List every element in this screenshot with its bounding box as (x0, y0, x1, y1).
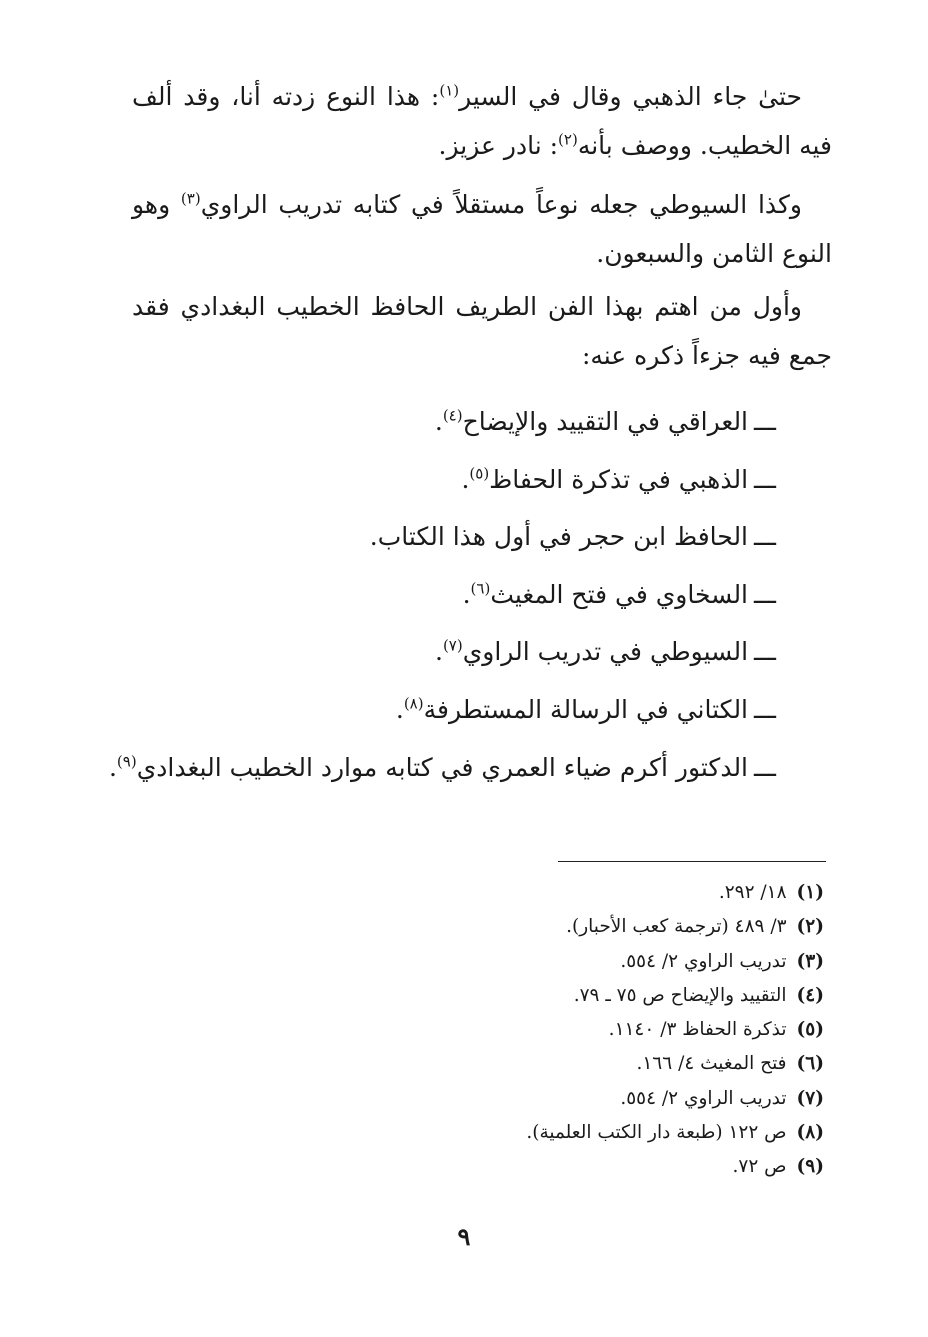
footnote-number: (٣) (796, 950, 824, 972)
list-dash: ـــ (754, 407, 776, 436)
list-item-end: . (108, 752, 117, 782)
footnote-text: تذكرة الحفاظ ٣/ ١١٤٠. (608, 1019, 787, 1041)
footnote-number: (٨) (796, 1122, 824, 1144)
paragraph-text: حتىٰ جاء الذهبي وقال في السير (459, 82, 802, 111)
footnote-number: (٩) (796, 1156, 824, 1178)
footnote-separator (558, 861, 826, 862)
footnote-text: فتح المغيث ٤/ ١٦٦. (636, 1053, 787, 1075)
footnote-number: (٤) (796, 984, 824, 1006)
footnote-ref: (٣) (180, 189, 201, 208)
footnote-text: تدريب الراوي ٢/ ٥٥٤. (620, 1087, 787, 1109)
list-item-end: . (434, 637, 443, 667)
list-item-text: الذهبي في تذكرة الحفاظ (489, 464, 749, 494)
list-item (126, 460, 776, 518)
list-item (126, 402, 776, 460)
list-item-text: الدكتور أكرم ضياء العمري في كتابه موارد الخطيب البغدادي (136, 752, 749, 782)
footnote-number: (٢) (796, 916, 824, 938)
footnote-ref: (٩) (116, 752, 137, 771)
paragraph-text: وأول من اهتم بهذا الفن الطريف الحافظ الخطيب البغدادي فقد جمع فيه جزءاً ذكره عنه: (132, 292, 832, 370)
footnote-ref: (٧) (442, 637, 463, 656)
footnote-item (124, 910, 824, 944)
footnote-number: (٥) (796, 1019, 824, 1041)
list-item-text: الكتاني في الرسالة المستطرفة (423, 694, 749, 724)
footnote-text: ١٨/ ٢٩٢. (718, 882, 787, 903)
list-dash: ـــ (754, 579, 776, 609)
list-item-text: الحافظ ابن حجر في أول هذا الكتاب. (369, 522, 749, 552)
footnote-ref: (٤) (442, 406, 463, 425)
footnote-item (124, 945, 824, 979)
footnote-item (124, 979, 824, 1013)
list-item (126, 632, 776, 690)
footnote-number: (٦) (796, 1053, 824, 1075)
footnote-number: (١) (796, 882, 824, 903)
list-item (126, 690, 776, 748)
list-item-end: . (434, 407, 443, 436)
footnote-ref: (٥) (469, 464, 490, 483)
list-item (108, 748, 776, 806)
footnote-item (124, 1013, 824, 1047)
paragraph-3 (132, 282, 832, 380)
footnote-text: ٣/ ٤٨٩ (ترجمة كعب الأحبار). (566, 916, 787, 938)
list-dash: ـــ (754, 694, 776, 724)
page-number: ٩ (457, 1222, 471, 1251)
paragraph-text: : هذا النوع زدته أنا، وقد ألف فيه الخطيب. ووصف بأنه (132, 82, 832, 160)
paragraph-text: وهو النوع الثامن والسبعون. (132, 190, 832, 268)
footnote-ref: (٢) (558, 130, 578, 149)
list-item (126, 517, 776, 575)
footnote-text: تدريب الراوي ٢/ ٥٥٤. (620, 950, 787, 972)
footnote-ref: (٦) (470, 579, 491, 598)
footnote-text: ص ٧٢. (732, 1156, 787, 1178)
list-item-end: . (395, 694, 404, 724)
footnote-ref: (١) (439, 81, 460, 100)
footnote-ref: (٨) (403, 694, 424, 713)
list-dash: ـــ (754, 637, 776, 667)
list-item-text: السيوطي في تدريب الراوي (462, 637, 749, 667)
paragraph-2 (132, 180, 832, 278)
list-dash: ـــ (754, 464, 776, 494)
list-item (126, 575, 776, 633)
list-item-end: . (462, 579, 471, 609)
list-dash: ـــ (754, 522, 776, 552)
footnote-item (124, 1116, 824, 1150)
list-dash: ـــ (754, 752, 776, 782)
footnote-text: التقييد والإيضاح ص ٧٥ ـ ٧٩. (573, 984, 787, 1006)
footnote-number: (٧) (796, 1087, 824, 1109)
footnote-item (124, 876, 824, 910)
list-item-end: . (461, 464, 470, 494)
footnote-item (124, 1150, 824, 1184)
paragraph-text: وكذا السيوطي جعله نوعاً مستقلاً في كتابه تدريب الراوي (200, 190, 802, 219)
paragraph-text: : نادر عزيز. (438, 131, 559, 160)
footnotes (124, 876, 824, 1185)
scholars-list (108, 402, 776, 805)
footnote-item (124, 1082, 824, 1116)
list-item-text: العراقي في التقييد والإيضاح (462, 407, 749, 436)
list-item-text: السخاوي في فتح المغيث (490, 579, 749, 609)
paragraph-1 (132, 72, 832, 170)
footnote-item (124, 1047, 824, 1081)
footnote-text: ص ١٢٢ (طبعة دار الكتب العلمية). (526, 1122, 787, 1144)
